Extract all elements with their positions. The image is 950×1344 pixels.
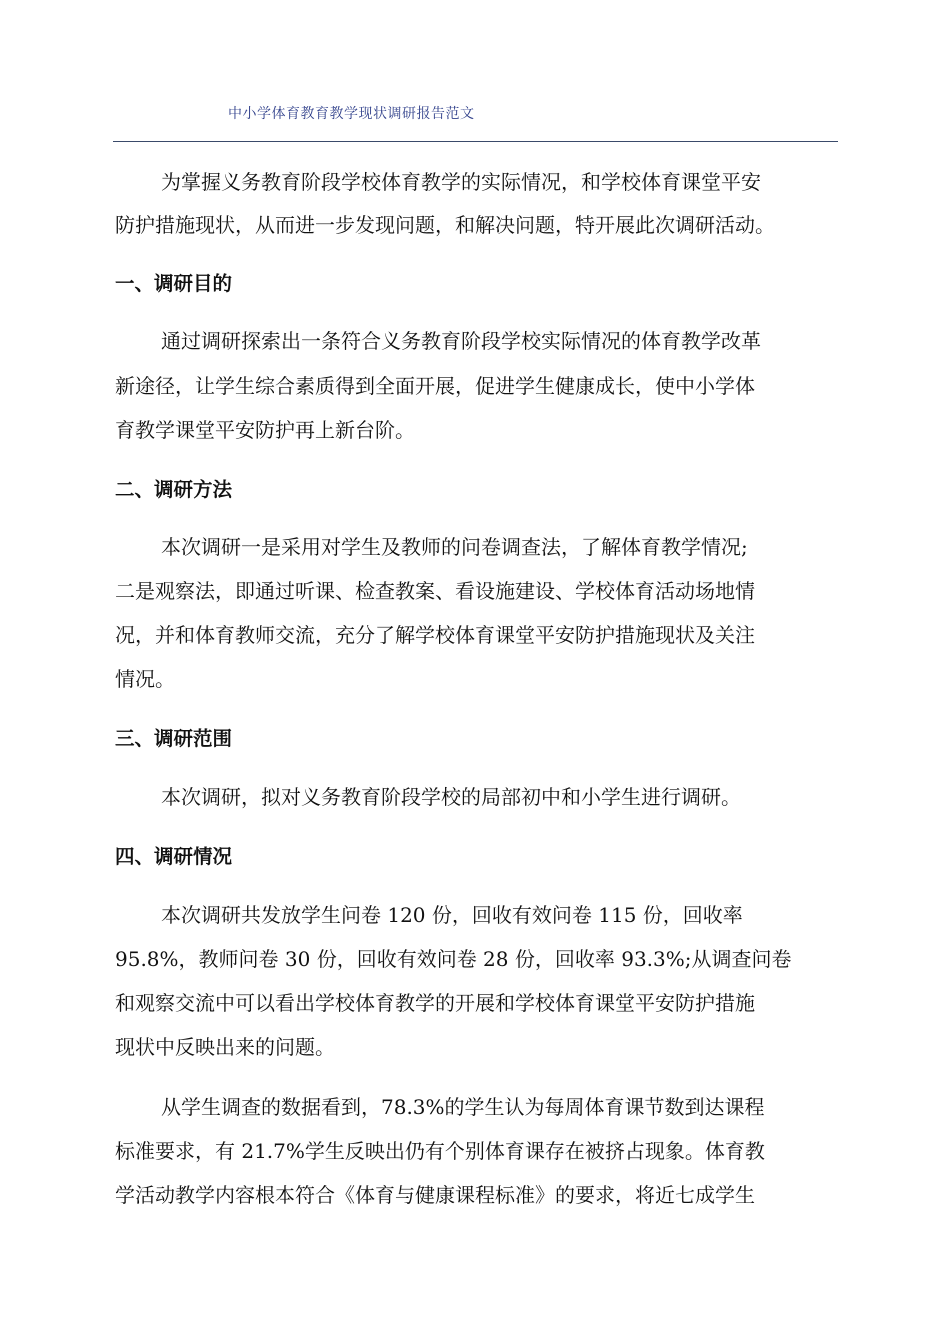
data-line-3: 学活动教学内容根本符合《体育与健康课程标准》的要求，将近七成学生 xyxy=(115,1183,755,1207)
data-line-2: 标准要求，有 21.7%学生反映出仍有个别体育课存在被挤占现象。体育教 xyxy=(115,1139,765,1163)
intro-line-2: 防护措施现状，从而进一步发现问题，和解决问题，特开展此次调研活动。 xyxy=(115,213,775,237)
scope-line-1: 本次调研，拟对义务教育阶段学校的局部初中和小学生进行调研。 xyxy=(161,785,741,809)
intro-line-1: 为掌握义务教育阶段学校体育教学的实际情况，和学校体育课堂平安 xyxy=(161,170,761,194)
method-line-1: 本次调研一是采用对学生及教师的问卷调查法，了解体育教学情况; xyxy=(161,535,748,559)
purpose-line-2: 新途径，让学生综合素质得到全面开展，促进学生健康成长，使中小学体 xyxy=(115,374,755,398)
section-heading-scope: 三、调研范围 xyxy=(115,727,233,750)
situation-line-4: 现状中反映出来的问题。 xyxy=(115,1035,335,1059)
purpose-line-3: 育教学课堂平安防护再上新台阶。 xyxy=(115,418,415,442)
situation-line-2: 95.8%，教师问卷 30 份，回收有效问卷 28 份，回收率 93.3%;从调查问卷 xyxy=(115,947,792,971)
situation-line-1: 本次调研共发放学生问卷 120 份，回收有效问卷 115 份，回收率 xyxy=(161,903,743,927)
section-heading-purpose: 一、调研目的 xyxy=(115,272,233,295)
method-line-3: 况，并和体育教师交流，充分了解学校体育课堂平安防护措施现状及关注 xyxy=(115,623,755,647)
situation-line-3: 和观察交流中可以看出学校体育教学的开展和学校体育课堂平安防护措施 xyxy=(115,991,755,1015)
header-title: 中小学体育教育教学现状调研报告范文 xyxy=(228,106,475,122)
data-line-1: 从学生调查的数据看到，78.3%的学生认为每周体育课节数到达课程 xyxy=(161,1095,765,1119)
method-line-4: 情况。 xyxy=(115,667,175,691)
section-heading-situation: 四、调研情况 xyxy=(115,845,233,868)
method-line-2: 二是观察法，即通过听课、检查教案、看设施建设、学校体育活动场地情 xyxy=(115,579,755,603)
section-heading-method: 二、调研方法 xyxy=(115,478,233,501)
purpose-line-1: 通过调研探索出一条符合义务教育阶段学校实际情况的体育教学改革 xyxy=(161,329,761,353)
header-divider xyxy=(113,141,838,142)
